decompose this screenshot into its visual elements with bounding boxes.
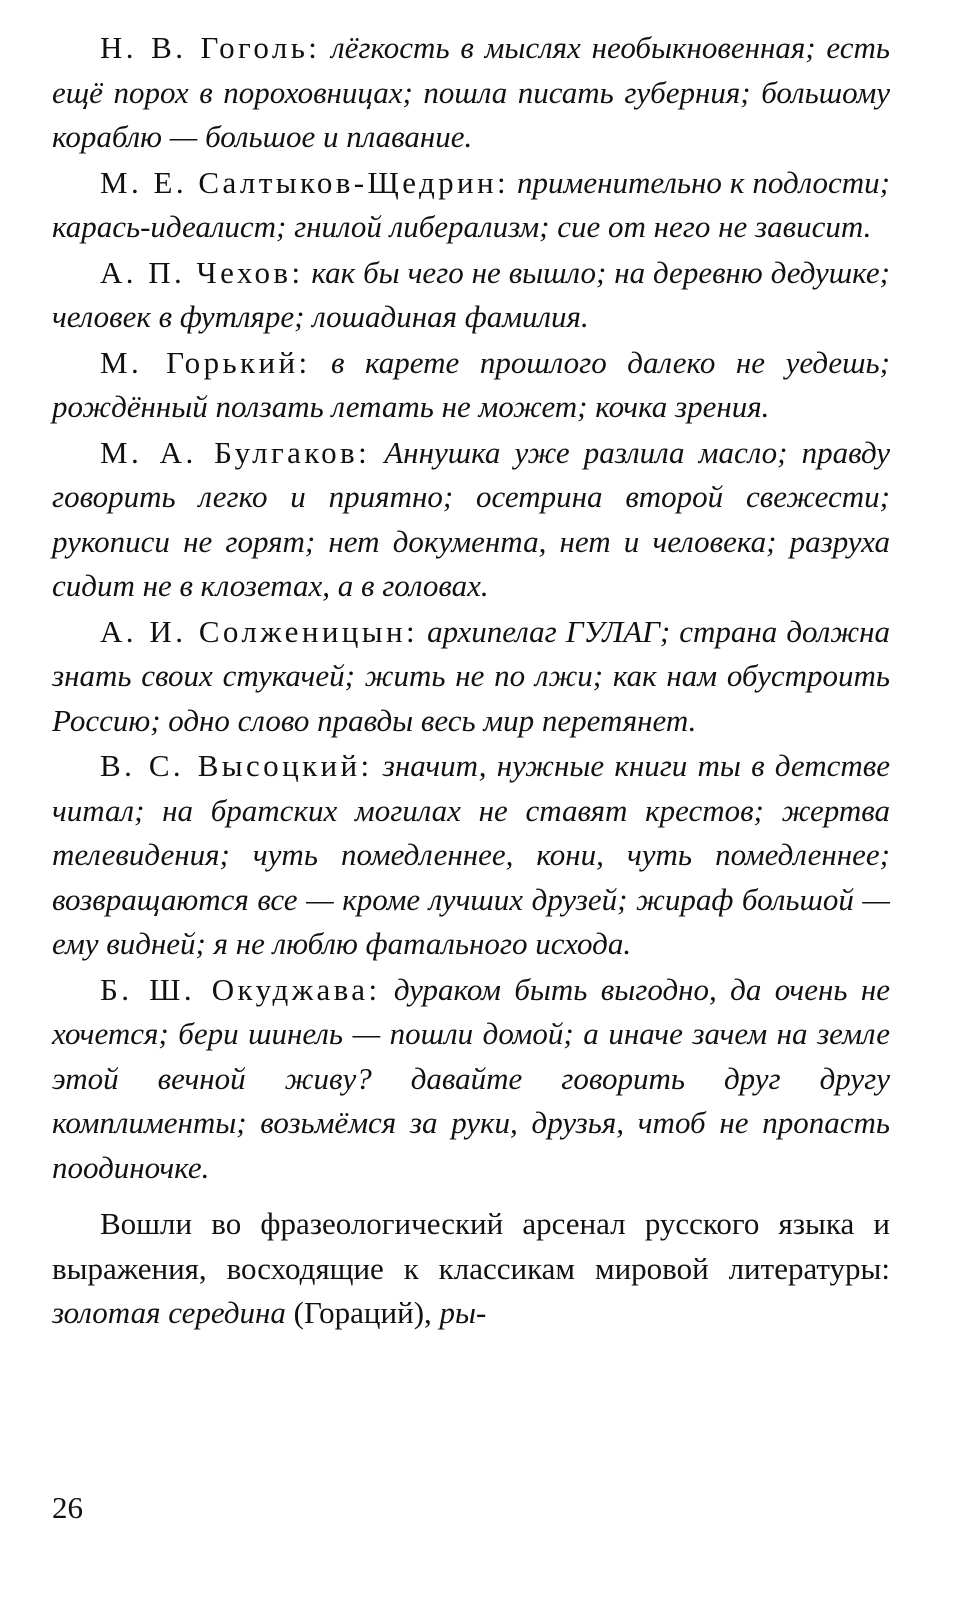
author-name: А. И. Солженицын: (100, 613, 419, 649)
closing-text-middle: (Гораций), (285, 1295, 440, 1330)
quote-entry-bulgakov (52, 431, 890, 609)
quote-entry-vysotsky (52, 744, 890, 967)
author-name: Б. Ш. Окуджава: (100, 971, 381, 1007)
quote-entry-gogol (52, 26, 890, 160)
author-name: Н. В. Гоголь: (100, 30, 321, 65)
author-sayings: в карете прошлого далеко не уедешь; рождённый ползать летать не может; кочка зрения. (52, 344, 890, 424)
closing-paragraph (52, 1202, 890, 1336)
quote-entry-okudzhava (52, 968, 890, 1191)
closing-text: Вошли во фразеологический арсенал русского языка и выражения, восходящие к классикам мировой литературы: (52, 1206, 890, 1286)
page-number: 26 (52, 1490, 83, 1525)
page-body (52, 26, 890, 1336)
author-sayings: Аннушка уже разлила масло; правду говорить легко и приятно; осетрина второй свежести; рукописи не горят; нет документа, нет и человека; разруха сидит не в клозетах, а в головах. (52, 434, 890, 603)
author-name: М. Горький: (100, 344, 311, 380)
quote-entry-chekhov (52, 251, 890, 340)
quote-entry-saltykov (52, 161, 890, 250)
author-name: В. С. Высоцкий: (100, 748, 373, 783)
author-sayings: дураком быть выгодно, да очень не хочется; бери шинель — пошли домой; а иначе зачем на земле этой вечной живу? давайте говорить друг другу комплименты; возьмёмся за руки, друзья, чтоб не пропасть поодиночке. (52, 971, 890, 1185)
author-sayings: значит, нужные книги ты в детстве читал; на братских могилах не ставят крестов; жертва телевидения; чуть помедленнее, кони, чуть помедленнее; возвращаются все — кроме лучших друзей; жираф большой — ему видней; я не люблю фатального исхода. (52, 748, 890, 961)
closing-italic-phrase: золотая середина (52, 1295, 286, 1330)
author-name: М. А. Булгаков: (100, 434, 371, 470)
quote-entry-solzhenitsyn (52, 610, 890, 744)
author-sayings: лёгкость в мыслях необыкновенная; есть ещё порох в пороховницах; пошла писать губерния; большому кораблю — большое и плавание. (52, 30, 891, 154)
closing-italic-tail: ры- (439, 1295, 487, 1330)
author-name: М. Е. Салтыков-Щедрин: (100, 164, 510, 200)
author-sayings: архипелаг ГУЛАГ; страна должна знать своих стукачей; жить не по лжи; как нам обустроить Россию; одно слово правды весь мир перетянет. (52, 613, 891, 738)
author-name: А. П. Чехов: (100, 254, 304, 290)
author-sayings: как бы чего не вышло; на деревню дедушке; человек в футляре; лошадиная фамилия. (52, 254, 890, 334)
quote-entry-gorky (52, 341, 890, 430)
author-sayings: применительно к подлости; карась-идеалист; гнилой либерализм; сие от него не зависит. (52, 164, 890, 244)
